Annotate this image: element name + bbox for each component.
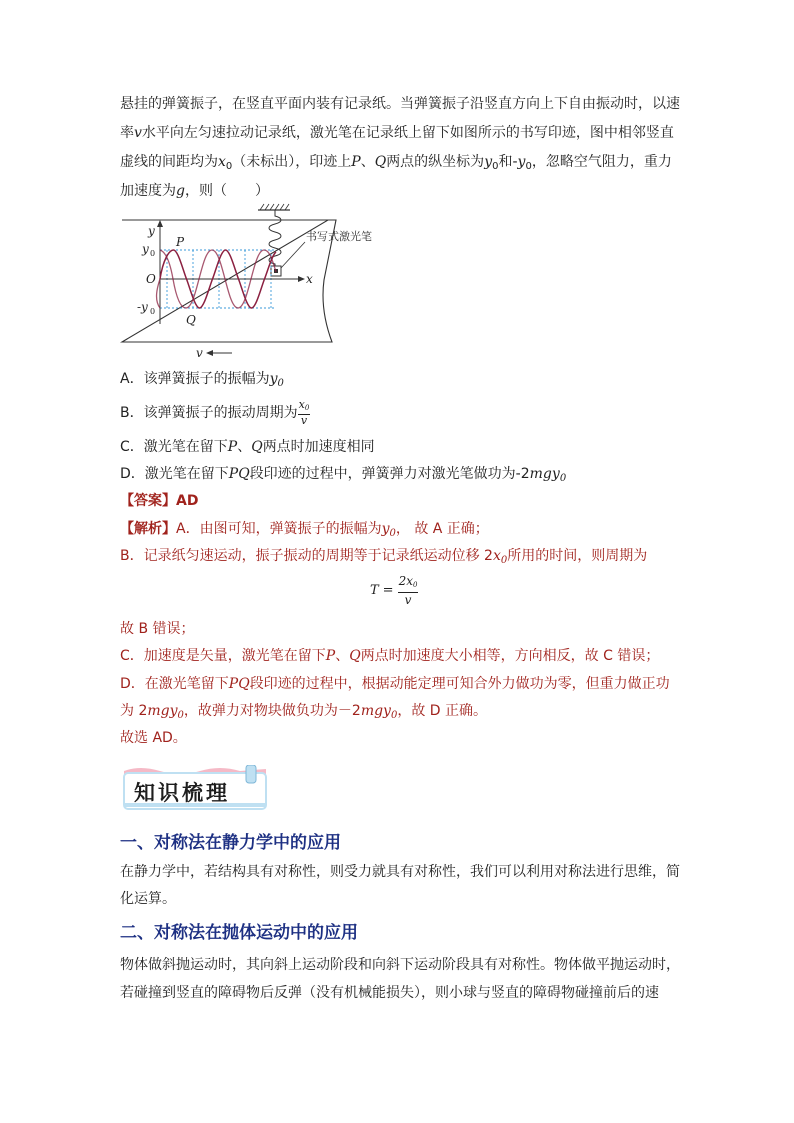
var-y: y xyxy=(381,521,390,537)
analysis-text: 故选 AD。 xyxy=(120,730,187,746)
stem-text: ，忽略空气阻力，重力 xyxy=(531,154,672,170)
option-text: 两点时加速度相同 xyxy=(262,439,375,455)
analysis-text: 所用的时间，则周期为 xyxy=(507,548,648,564)
var-P: P xyxy=(227,439,238,455)
numerator: 2x xyxy=(398,574,413,588)
var-g: g xyxy=(176,183,185,199)
fraction-2x0-over-v xyxy=(398,574,419,607)
label-P: P xyxy=(176,235,185,249)
stem-text: ，则（ ） xyxy=(184,183,269,199)
subscript: 0 xyxy=(492,161,499,172)
analysis-final xyxy=(120,728,187,748)
separator: 、 xyxy=(360,154,375,170)
x-axis-arrow xyxy=(298,276,305,282)
analysis-text: 为 2 xyxy=(120,703,148,719)
subscript: 0 xyxy=(559,473,567,484)
stem-text: 加速度为 xyxy=(120,183,176,199)
option-text: C．激光笔在留下 xyxy=(120,439,228,455)
separator: 、 xyxy=(335,648,350,664)
var-x: x xyxy=(492,548,501,564)
oscillator-figure xyxy=(120,200,440,360)
banner-title: 知识梳理 xyxy=(134,781,230,805)
denominator: v xyxy=(300,414,308,427)
option-text: 段印迹的过程中，弹簧弹力对激光笔做功为-2 xyxy=(249,466,530,482)
var-mgy: mgy xyxy=(360,703,391,719)
var-y: y xyxy=(517,154,526,170)
section-2-heading xyxy=(120,918,358,943)
var-y: y xyxy=(269,371,278,387)
analysis-text: 段印迹的过程中，根据动能定理可知合外力做功为零，但重力做正功 xyxy=(249,676,670,692)
var-mgy: mgy xyxy=(147,703,178,719)
analysis-B-conclusion xyxy=(120,619,195,639)
label-Q: Q xyxy=(186,313,196,327)
question-stem-line-2 xyxy=(120,123,674,143)
option-A xyxy=(120,369,284,394)
answer-text: 【答案】AD xyxy=(120,493,199,509)
var-PQ: PQ xyxy=(228,466,250,482)
stem-text: 两点的纵坐标为 xyxy=(386,154,485,170)
question-stem-line-3 xyxy=(120,152,672,177)
stem-text: 水平向左匀速拉动记录纸，激光笔在记录纸上留下如图所示的书写印迹，图中相邻竖直 xyxy=(141,125,674,141)
label-x: x xyxy=(306,272,313,286)
section-2-text-line-1 xyxy=(120,955,680,975)
knowledge-banner xyxy=(120,765,270,813)
subscript: 0 xyxy=(412,581,418,589)
subscript: 0 xyxy=(390,710,398,721)
question-stem-line-1 xyxy=(120,94,680,114)
analysis-text: C．加速度是矢量，激光笔在留下 xyxy=(120,648,326,664)
section-1-text-line-2 xyxy=(120,889,176,909)
heading-text: 二、对称法在抛体运动中的应用 xyxy=(120,923,358,943)
var-T: T xyxy=(370,583,379,598)
analysis-B xyxy=(120,546,647,571)
subscript: 0 xyxy=(500,555,508,566)
stem-text: 率 xyxy=(120,125,134,141)
option-D xyxy=(120,464,566,489)
banner-clip xyxy=(246,765,256,783)
analysis-text: A．由图可知，弹簧振子的振幅为 xyxy=(176,521,382,537)
label-neg-y0: -y xyxy=(137,300,148,314)
section-1-text-line-1 xyxy=(120,862,680,882)
option-text: B．该弹簧振子的振动周期为 xyxy=(120,405,298,421)
period-formula xyxy=(370,574,418,607)
analysis-text: ，故 D 正确。 xyxy=(397,703,488,719)
body-text: 若碰撞到竖直的障碍物后反弹（没有机械能损失），则小球与竖直的障碍物碰撞前后的速 xyxy=(120,985,659,1001)
separator: 、 xyxy=(237,439,252,455)
label-O: O xyxy=(146,272,156,286)
stem-text: 悬挂的弹簧振子，在竖直平面内装有记录纸。当弹簧振子沿竖直方向上下自由振动时，以速 xyxy=(120,96,680,112)
subscript: 0 xyxy=(304,404,310,412)
option-text: D．激光笔在留下 xyxy=(120,466,229,482)
option-B xyxy=(120,399,310,427)
analysis-label: 【解析】 xyxy=(120,521,176,537)
denominator: v xyxy=(404,593,412,607)
question-stem-line-4 xyxy=(120,181,269,201)
subscript: 0 xyxy=(277,378,284,389)
answer-label xyxy=(120,491,198,511)
numerator: x xyxy=(298,398,305,411)
var-mgy: mgy xyxy=(529,466,560,482)
analysis-text: B．记录纸匀速运动，振子振动的周期等于记录纸运动位移 2 xyxy=(120,548,493,564)
var-v: v xyxy=(134,125,142,141)
analysis-text: 故 B 错误； xyxy=(120,621,195,637)
velocity-arrow-head xyxy=(206,350,213,356)
analysis-A xyxy=(120,519,489,544)
fraction-x0-over-v xyxy=(298,399,311,427)
var-y: y xyxy=(484,154,493,170)
var-Q: Q xyxy=(349,648,361,664)
body-text: 在静力学中，若结构具有对称性，则受力就具有对称性，我们可以利用对称法进行思维，简 xyxy=(120,864,680,880)
label-y0-sub: 0 xyxy=(150,249,156,258)
body-text: 化运算。 xyxy=(120,891,176,907)
label-laser-pen: 书写式激光笔 xyxy=(306,230,372,243)
var-P: P xyxy=(325,648,336,664)
stem-text: 和- xyxy=(498,154,518,170)
var-x: x xyxy=(218,154,226,170)
subscript: 0 xyxy=(177,710,184,721)
label-y: y xyxy=(148,224,155,238)
ceiling-hatch xyxy=(260,204,289,210)
subscript: 0 xyxy=(225,161,233,172)
analysis-text: ， 故 A 正确； xyxy=(395,521,489,537)
analysis-text: 两点时加速度大小相等，方向相反，故 C 错误； xyxy=(360,648,660,664)
section-2-text-line-2 xyxy=(120,983,659,1003)
equals-sign: = xyxy=(382,583,394,598)
stem-text: （未标出），印迹上 xyxy=(232,154,352,170)
option-C xyxy=(120,437,375,457)
analysis-C xyxy=(120,646,659,666)
analysis-D-line-1 xyxy=(120,674,670,694)
var-Q: Q xyxy=(374,154,387,170)
option-text: A．该弹簧振子的振幅为 xyxy=(120,371,270,387)
var-P: P xyxy=(351,154,361,170)
body-text: 物体做斜抛运动时，其向斜上运动阶段和向斜下运动阶段具有对称性。物体做平抛运动时， xyxy=(120,957,680,973)
label-neg-y0-sub: 0 xyxy=(150,307,156,316)
section-1-heading xyxy=(120,828,341,853)
y-axis-arrow xyxy=(157,220,163,227)
label-y0: y xyxy=(142,242,149,256)
subscript: 0 xyxy=(525,161,532,172)
analysis-D-line-2 xyxy=(120,701,487,726)
stem-text: 虚线的间距均为 xyxy=(120,154,218,170)
label-v: v xyxy=(196,346,203,360)
analysis-text: ，故弹力对物块做负功为－2 xyxy=(183,703,361,719)
var-PQ: PQ xyxy=(228,676,250,692)
analysis-text: D．在激光笔留下 xyxy=(120,676,229,692)
var-Q: Q xyxy=(251,439,263,455)
subscript: 0 xyxy=(389,528,396,539)
heading-text: 一、对称法在静力学中的应用 xyxy=(120,833,341,853)
